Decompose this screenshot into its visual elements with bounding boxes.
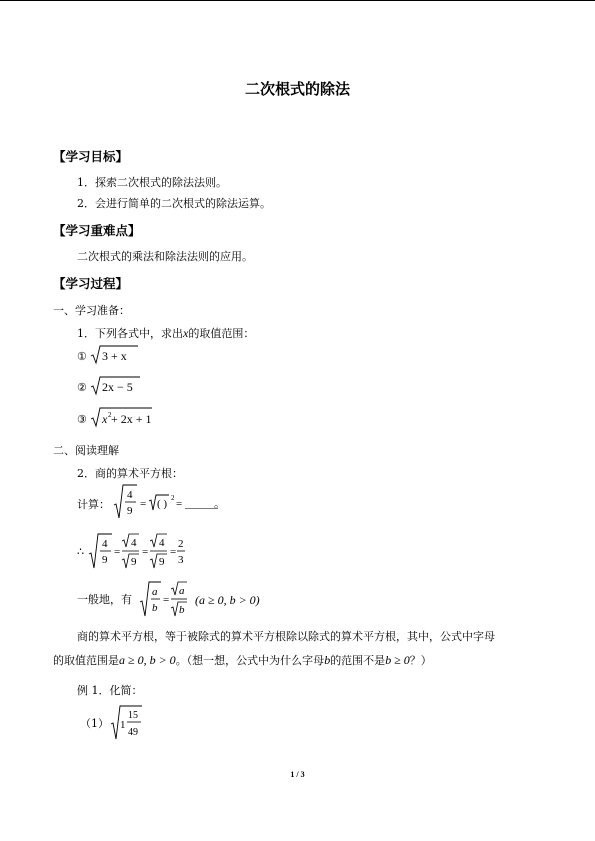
question-1-prefix: 1．下列各式中，求出 [77, 327, 183, 340]
calc-label: 计算： [77, 498, 110, 511]
equals-sign: = [140, 498, 147, 510]
denominator-49: 49 [128, 727, 138, 738]
part2-heading: 二、阅读理解 [53, 444, 119, 457]
equals-sign: = [163, 594, 170, 606]
keypoints-text: 二次根式的乘法和除法法则的应用。 [77, 250, 253, 263]
section-heading-keypoints: 【学习重难点】 [53, 223, 141, 238]
sqrt-9: 9 [131, 556, 137, 568]
denominator-9: 9 [102, 554, 108, 566]
explanation-math-1: a ≥ 0, b > 0 [119, 653, 176, 667]
explanation-text-a: 的取值范围是 [53, 654, 119, 667]
section-heading-goals: 【学习目标】 [53, 149, 129, 164]
general-label: 一般地，有 [77, 593, 132, 606]
radical-expr-1 [90, 344, 140, 370]
sqrt-4: 4 [159, 537, 165, 549]
goal-item-1: 1．探索二次根式的除法法则。 [77, 176, 227, 189]
denominator-3: 3 [178, 554, 184, 566]
explanation-line-1: 商的算术平方根，等于被除式的算术平方根除以除式的算术平方根，其中，公式中字母 [77, 630, 495, 643]
example-1-radical [110, 704, 144, 748]
sqrt-4: 4 [131, 537, 137, 549]
equals-sign: = [176, 498, 183, 510]
explanation-var-b: b [324, 653, 331, 667]
general-condition [195, 593, 260, 608]
equals-sign: = [142, 546, 149, 558]
expr-1-text: 3 + x [102, 349, 127, 363]
square-exponent: 2 [171, 494, 175, 502]
page-title: 二次根式的除法 [244, 80, 350, 98]
radical-expr-2 [90, 375, 142, 401]
sqrt-9: 9 [159, 556, 165, 568]
therefore-formula [88, 532, 188, 578]
equals-sign: = [170, 546, 177, 558]
page-number: 1 / 3 [290, 770, 305, 779]
condition-text: (a ≥ 0, b > 0) [195, 593, 260, 607]
whole-part-1: 1 [120, 719, 126, 731]
explanation-text-b: 。（想一想，公式中为什么字母 [175, 654, 325, 667]
question-1-var: x [183, 326, 189, 340]
period [214, 498, 223, 510]
blank-paren: ( ) [157, 498, 168, 510]
circled-3: ③ [77, 413, 87, 426]
sqrt-b: b [179, 604, 185, 616]
explanation-line-2 [53, 653, 432, 668]
numerator-15: 15 [128, 710, 138, 721]
explanation-math-2: b ≥ 0 [385, 653, 410, 667]
therefore-symbol: ∴ [77, 545, 84, 558]
goal-item-2: 2．会进行简单的二次根式的除法运算。 [77, 197, 271, 210]
expr-3-var: x [102, 412, 108, 426]
question-1 [77, 326, 254, 341]
expr-2-text: 2x − 5 [102, 380, 133, 394]
radical-expr-3 [90, 406, 154, 433]
expr-3-exponent: 2 [108, 411, 112, 419]
numerator-a: a [152, 586, 158, 598]
denominator-9: 9 [127, 505, 133, 517]
answer-blank: ______ [185, 498, 218, 510]
section-heading-process: 【学习过程】 [53, 276, 129, 291]
calc-formula [113, 483, 223, 527]
explanation-text-d: ？） [409, 654, 432, 667]
numerator-4: 4 [127, 489, 133, 501]
part1-heading: 一、学习准备： [53, 304, 130, 317]
example-1-label: 例 1．化简： [77, 684, 143, 697]
example-1-item-1-label: （1） [80, 717, 109, 730]
numerator-4: 4 [102, 538, 108, 550]
circled-1: ① [77, 350, 87, 363]
equals-sign: = [114, 546, 121, 558]
question-2: 2．商的算术平方根： [77, 467, 183, 480]
denominator-b: b [152, 602, 158, 614]
expr-3-rest: + 2x + 1 [111, 412, 152, 426]
sqrt-a: a [179, 585, 185, 597]
question-1-suffix: 的取值范围： [188, 327, 255, 340]
svg-text:x [101, 412, 108, 426]
header-rule [0, 0, 595, 1]
radical-sign [114, 485, 137, 518]
numerator-2: 2 [178, 538, 184, 550]
circled-2: ② [77, 381, 87, 394]
explanation-text-c: 的范围不是 [330, 654, 386, 667]
